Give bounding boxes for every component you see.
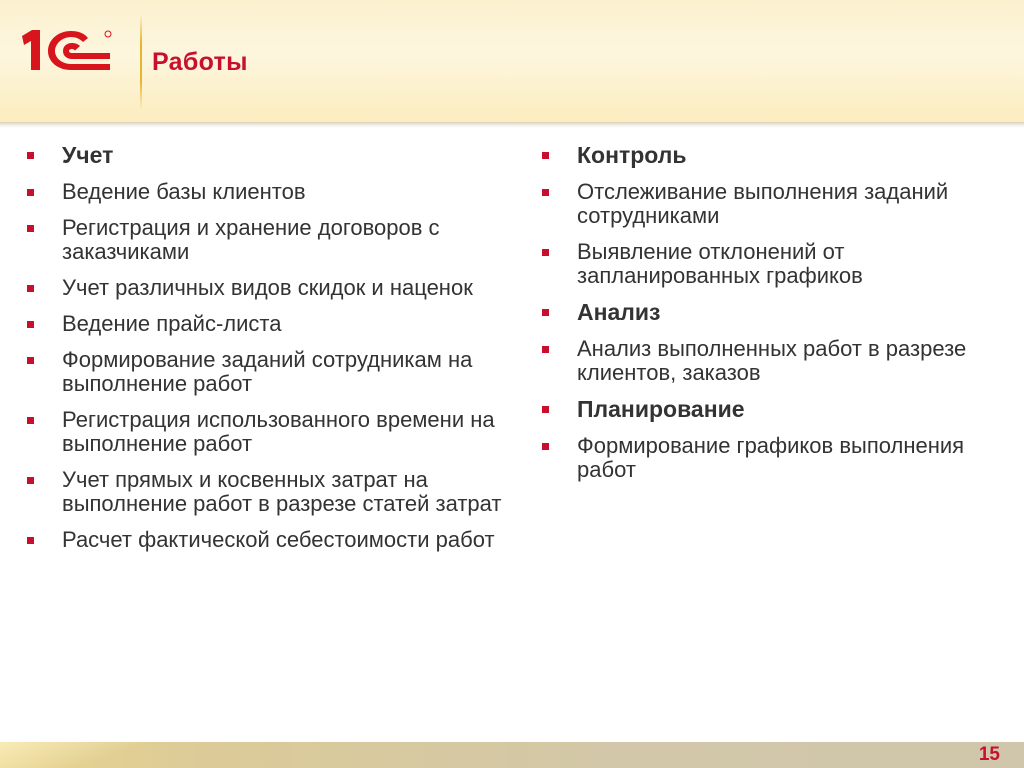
list-item [22,348,512,396]
list-item [22,528,512,552]
item-text: Ведение прайс-листа [62,311,282,336]
item-text: Расчет фактической себестоимости работ [62,527,495,552]
square-bullet-icon [542,309,549,316]
list-item [22,408,512,456]
square-bullet-icon [542,346,549,353]
header-divider [140,14,142,110]
square-bullet-icon [542,406,549,413]
square-bullet-icon [542,443,549,450]
square-bullet-icon [27,321,34,328]
item-text: Выявление отклонений от запланированных графиков [577,239,863,288]
slide-title: Работы [152,48,248,76]
item-text: Формирование заданий сотрудникам на выполнение работ [62,347,473,396]
item-text: Регистрация и хранение договоров с заказчиками [62,215,440,264]
list-item [22,312,512,336]
item-text: Формирование графиков выполнения работ [577,433,965,482]
square-bullet-icon [27,152,34,159]
left-bullet-list [22,143,512,552]
slide-header [0,0,1024,122]
item-text: Контроль [577,142,687,168]
list-item [537,180,1007,228]
list-item [537,434,1007,482]
footer-decoration [0,742,140,768]
page-number: 15 [978,744,1000,765]
item-text: Ведение базы клиентов [62,179,306,204]
list-item [22,468,512,516]
square-bullet-icon [27,285,34,292]
square-bullet-icon [27,225,34,232]
1c-logo [18,26,114,74]
item-text: Регистрация использованного времени на выполнение работ [62,407,495,456]
left-column [22,143,512,564]
item-text: Планирование [577,396,745,422]
section-heading [22,143,512,168]
item-text: Учет прямых и косвенных затрат на выполнение работ в разрезе статей затрат [62,467,502,516]
header-shadow [0,122,1024,128]
square-bullet-icon [542,249,549,256]
square-bullet-icon [27,417,34,424]
section-heading [537,397,1007,422]
section-heading [537,143,1007,168]
right-bullet-list [537,143,1007,482]
square-bullet-icon [542,152,549,159]
section-heading [537,300,1007,325]
list-item [22,180,512,204]
list-item [22,216,512,264]
slide-footer [0,742,1024,768]
item-text: Отслеживание выполнения заданий сотрудниками [577,179,949,228]
item-text: Анализ [577,299,661,325]
square-bullet-icon [27,537,34,544]
square-bullet-icon [27,477,34,484]
item-text: Учет [62,142,114,168]
list-item [537,337,1007,385]
item-text: Учет различных видов скидок и наценок [62,275,473,300]
right-column [537,143,1007,494]
square-bullet-icon [27,189,34,196]
item-text: Анализ выполненных работ в разрезе клиентов, заказов [577,336,967,385]
list-item [537,240,1007,288]
square-bullet-icon [542,189,549,196]
list-item [22,276,512,300]
square-bullet-icon [27,357,34,364]
